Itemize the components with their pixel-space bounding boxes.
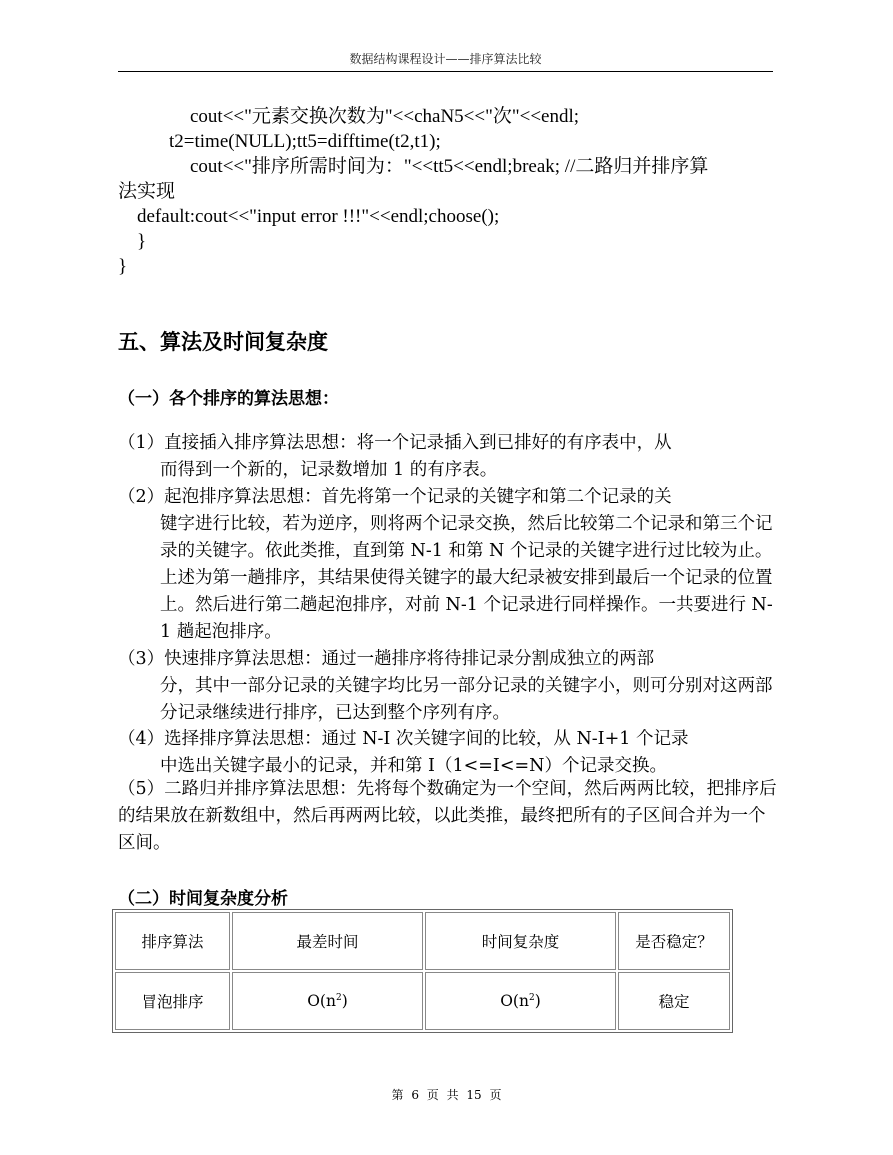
paragraph-merge-sort: （5）二路归并排序算法思想：先将每个数确定为一个空间，然后两两比较，把排序后的结果放在新数组中，然后再两两比较，以此类推，最终把所有的子区间合并为一个区间。 bbox=[118, 779, 777, 853]
table-header-cell: 时间复杂度 bbox=[425, 912, 616, 970]
complexity-table bbox=[112, 909, 733, 1033]
table-header-cell: 最差时间 bbox=[232, 912, 423, 970]
code-block bbox=[118, 104, 778, 279]
table-header-cell: 是否稳定？ bbox=[618, 912, 730, 970]
table-cell-worst-time: $O(n^2)$ bbox=[232, 972, 423, 1030]
paragraph-first-line: （4）选择排序算法思想：通过 N-I 次关键字间的比较，从 N-I+1 个记录 bbox=[118, 729, 689, 749]
paragraph-first-line: （3）快速排序算法思想：通过一趟排序将待排记录分割成独立的两部 bbox=[118, 649, 655, 669]
paragraph-continuation: 中选出关键字最小的记录，并和第 I（1<=I<=N）个记录交换。 bbox=[160, 756, 667, 776]
paragraph-quick-sort bbox=[118, 646, 778, 727]
paragraph-first-line: （1）直接插入排序算法思想：将一个记录插入到已排好的有序表中，从 bbox=[118, 433, 672, 453]
header-rule bbox=[118, 71, 773, 72]
paragraph-continuation: 而得到一个新的，记录数增加 1 的有序表。 bbox=[160, 460, 498, 480]
page-footer: 第 6 页 共 15 页 bbox=[391, 1088, 502, 1102]
paragraph-insertion-sort bbox=[118, 430, 778, 484]
paragraph-selection-sort bbox=[118, 726, 778, 780]
subsection-title-ideas: （一）各个排序的算法思想： bbox=[118, 389, 339, 409]
paragraph-continuation: 键字进行比较，若为逆序，则将两个记录交换，然后比较第二个记录和第三个记录的关键字。依此类推，直到第 N-1 和第 N 个记录的关键字进行过比较为止。上述为第一趟排序，其结果使得关键字的最大纪录被安排到最后一个记录的位置上。然后进行第二趟起泡排序，对前 N-1 个记录进行同样操作。一共要进行 N-1 趟起泡排序。 bbox=[160, 514, 773, 642]
paragraph-first-line: （2）起泡排序算法思想：首先将第一个记录的关键字和第二个记录的关 bbox=[118, 487, 672, 507]
code-line: cout<<"排序所需时间为："<<tt5<<endl;break; //二路归并排序算 bbox=[190, 156, 709, 177]
code-line: 法实现 bbox=[118, 181, 176, 202]
page-header: 数据结构课程设计——排序算法比较 bbox=[349, 52, 542, 66]
table-header-row bbox=[115, 912, 730, 970]
code-line: cout<<"元素交换次数为"<<chaN5<<"次"<<endl; bbox=[190, 106, 580, 127]
paragraph-bubble-sort bbox=[118, 484, 778, 646]
code-line: } bbox=[137, 231, 147, 252]
table-cell-algorithm: 冒泡排序 bbox=[115, 972, 230, 1030]
code-line: default:cout<<"input error !!!"<<endl;choose(); bbox=[137, 206, 500, 227]
table-row bbox=[115, 972, 730, 1030]
code-line: t2=time(NULL);tt5=difftime(t2,t1); bbox=[169, 131, 441, 152]
table-cell-complexity: $O(n^2)$ bbox=[425, 972, 616, 1030]
table-cell-stable: 稳定 bbox=[618, 972, 730, 1030]
section-title: 五、算法及时间复杂度 bbox=[118, 330, 328, 354]
subsection-title-complexity: （二）时间复杂度分析 bbox=[118, 889, 288, 909]
paragraph-continuation: 分，其中一部分记录的关键字均比另一部分记录的关键字小，则可分别对这两部分记录继续进行排序，已达到整个序列有序。 bbox=[160, 676, 773, 723]
table-header-cell: 排序算法 bbox=[115, 912, 230, 970]
code-line: } bbox=[118, 256, 128, 277]
